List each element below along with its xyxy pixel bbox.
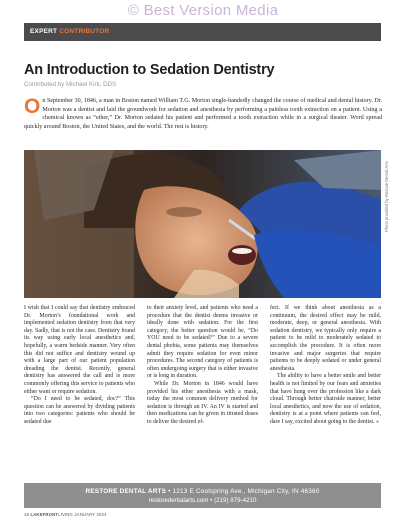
magazine-suffix: LIVING [58, 512, 73, 517]
photo-credit: Photo provided by Roscoe Dental Arts [384, 161, 389, 232]
footer-separator: • [210, 497, 213, 504]
body-paragraph: While Dr. Morton in 1846 would have provided his ether anesthesia with a mask, today the most common delivery method for sedation is through an IV. An IV is started and then medications can be given in titrated doses to deliver the desired ef- [147, 380, 258, 425]
dental-patient-photo [24, 150, 381, 298]
practice-phone[interactable]: (219) 879-4210 [214, 497, 257, 504]
body-paragraph: fect. If we think about anesthesia as a continuum, the desired effect may be mild, moderate, deep, or general anesthesia. With sedation dentistry, we typically only require a patient to be mild to moderately sedated to accomplish the procedure. It is often more invasive and major surgeries that require patients to be deeply sedated or under general anesthesia. [270, 305, 381, 372]
body-paragraph: to their anxiety level, and patients who need a procedure that the dentist deems invasive or ideally done with sedation. For the first category, the better question would be, “Do YOU need to be sedated?” Due to a severe dental phobia, some patients may themselves admit they require sedation for even minor procedures. The second category of patients is often undergoing surgery that is either invasive or is long in duration. [147, 305, 258, 380]
magazine-name: LAKEFRONT [30, 512, 59, 517]
practice-address: 1213 E Coolspring Ave., Michigan City, IN 46360 [172, 488, 320, 495]
end-mark-icon: ● [375, 419, 379, 425]
watermark: © Best Version Media [127, 2, 279, 19]
drop-cap: O [24, 95, 41, 118]
body-paragraph-text: The ability to have a better smile and better health is not limited by our fears and anxieties that have hung over the profession like a dark cloud. Through better chairside manner, better local anesthetics, and now the use of sedation, dentistry is at a point where patients can feel, dare I say, excited about going to the dentist. [270, 373, 381, 425]
body-column-2 [147, 305, 258, 427]
article-photo [24, 150, 381, 298]
practice-name: RESTORE DENTAL ARTS [85, 488, 167, 495]
article-byline: Contributed by Michael Kirk, DDS [24, 81, 117, 88]
footer-line-2 [24, 497, 381, 504]
section-tag-label: EXPERT [30, 28, 58, 35]
body-paragraph: “Do I need to be sedated, doc?” This question can be answered by dividing patients into two categories: patients who should be sedated due [24, 396, 135, 425]
article-title: An Introduction to Sedation Dentistry [24, 62, 275, 78]
page-folio [24, 512, 107, 517]
footer-line-1 [24, 488, 381, 495]
advertiser-footer [24, 483, 381, 508]
intro-text: n September 30, 1846, a man in Boston named William T.G. Morton single-handedly changed the course of medical and dental history. Dr. Morton was a dentist and laid the groundwork for sedation and anesthesia by performing a painless tooth extraction on a patient. Using a chemical known as “ether,” Dr. Morton sedated his patient and performed a tooth extraction while in a surgical theater. Word spread quickly around Boston, the United States, and the world. The rest is history. [24, 98, 382, 130]
issue-date: JANUARY 2024 [74, 512, 107, 517]
article-intro [24, 97, 382, 131]
body-column-3 [270, 305, 381, 427]
body-paragraph: I wish that I could say that dentistry embraced Dr. Morton’s foundational work and implemented sedation dentistry from that very day. Sadly, that is not the case. Dentistry found its way using early local anesthetics and, hopefully, a warm bedside manner. Very often this did not suffice and dentistry wound up with a large part of our patient population dreading the dentist. Recently, general dentistry has answered the call and is more commonly offering this service to patients who either want or require sedation. [24, 305, 135, 395]
article-body [24, 305, 381, 427]
body-paragraph [270, 373, 381, 426]
footer-separator: • [168, 488, 171, 495]
body-column-1 [24, 305, 135, 427]
section-tag-accent: CONTRIBUTOR [59, 28, 110, 35]
page-number: 18 [24, 512, 30, 517]
section-tag [24, 23, 381, 41]
practice-website[interactable]: restoredentalarts.com [148, 497, 209, 504]
